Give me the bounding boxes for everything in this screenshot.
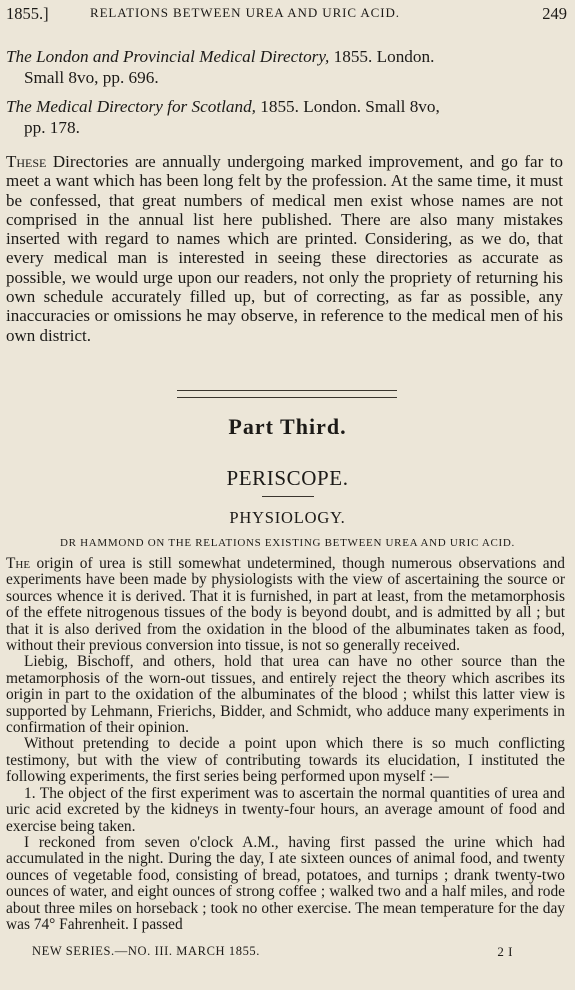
book-details: 1855. London. [329,47,435,66]
running-header [6,4,567,26]
article-lead-word: The [6,555,31,572]
article-title: DR HAMMOND ON THE RELATIONS EXISTING BETWEEN UREA AND URIC ACID. [60,537,515,549]
article-paragraph: Liebig, Bischoff, and others, hold that urea can have no other source than the metamorphosis of the worn-out tissues, and entirely reject the theory which ascribes its origin in part to the oxidation of the albuminates of the blood ; whilst this latter view is supported by Lehmann, Frierichs, Bidder, and Schmidt, who adduce many experiments in confirmation of their opinion. [6,653,565,737]
book-details: 1855. London. Small 8vo, [255,97,440,116]
part-heading: Part Third. [228,414,347,439]
section-divider [177,390,397,398]
running-title: RELATIONS BETWEEN UREA AND URIC ACID. [90,5,400,20]
section-heading: PERISCOPE. [226,466,349,490]
book-title: The London and Provincial Medical Directory, [6,47,330,66]
bibliography-entry-1 [6,46,563,88]
article-paragraph: The origin of urea is still somewhat undetermined, though numerous observations and experiments have been made by physiologists with the view of ascertaining the source or sources whence it is derived. That it is furnished, in part at least, from the metamorphosis of the effete nitrogenous tissues of the body is beyond doubt, and is admitted by all ; but that it is also derived from the oxidation in the blood of the albuminates taken as food, without their previous conversion into tissue, is not so generally received. [6,555,565,655]
bibliography-entry-2 [6,96,563,138]
article-paragraph: Without pretending to decide a point upon which there is so much conflicting testimony, but with the view of contributing towards its elucidation, I instituted the following experiments, the first series being performed upon myself :— [6,735,565,786]
page-footer [6,944,565,962]
article-paragraph: I reckoned from seven o'clock A.M., having first passed the urine which had accumulated in the night. During the day, I ate sixteen ounces of animal food, and twenty ounces of vegetable food, consisting of bread, potatoes, and turnips ; drank twenty-two ounces of water, and eight ounces of strong coffee ; walked two and a half miles, and rode about three miles on horseback ; took no other exercise. The mean temperature for the day was 74° Fahrenheit. I passed [6,833,565,933]
book-details-continued: pp. 178. [24,118,80,137]
signature-mark: 2 I [497,944,513,959]
header-year: 1855.] [6,4,49,23]
article-body [6,556,565,933]
review-paragraph [6,152,563,345]
review-text: Directories are annually undergoing marked improvement, and go far to meet a want which has been long felt by the profession. At the same time, it must be confessed, that great numbers of medical men exist whose names are not comprised in the annual list here published. There are also many mistakes inserted with regard to names which are printed. Considering, as we do, that every medical man is interested in seeing these directories as accurate as possible, we would urge upon our readers, not only the propriety of returning his own schedule accurately filled up, but of correcting, as far as possible, any inaccuracies or omissions he may observe, in reference to the medical men of his own district. [6,152,563,345]
page-number: 249 [542,4,567,23]
heading-rule [262,496,314,497]
book-title: The Medical Directory for Scotland, [6,97,256,116]
series-note: NEW SERIES.—NO. III. MARCH 1855. [32,944,260,958]
book-details-continued: Small 8vo, pp. 696. [24,68,159,87]
article-paragraph: 1. The object of the first experiment was to ascertain the normal quantities of urea and uric acid excreted by the kidneys in twenty-four hours, an average amount of food and exercise being taken. [6,784,565,835]
subsection-heading: PHYSIOLOGY. [229,508,346,527]
review-lead-word: These [6,152,47,171]
